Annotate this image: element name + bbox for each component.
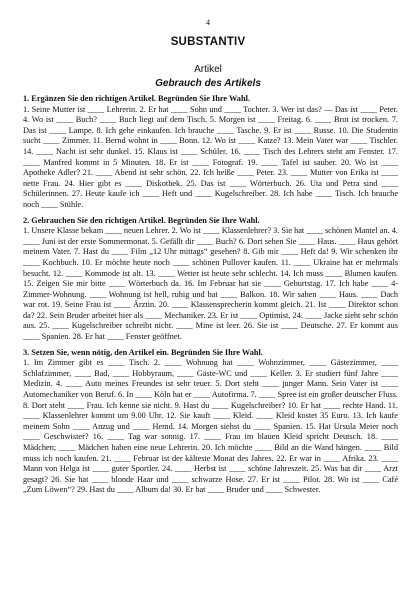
section-title: Artikel [194, 64, 222, 75]
exercise-2-text: 1. Unsere Klasse bekam ____ neuen Lehrer. 2. Wo ist ____ Klassenlehrer? 3. Sie hat ____ schönen Mantel an. 4. ____ Juni ist der erste Sommermonat. 5. Gefällt dir ____ Buch? 6. Dort sehen Sie ____ Haus. ____ Haus gehört meinem Vater. 7. Hast du ____ Film „12 Uhr mittags“ gesehen? 8. Gib mir ____ Heft da! 9. Wir schenken ihr ____ Kochbuch. 10. Er möchte heute noch ____ schönen Pullover kaufen. 11. ____ Ukraine hat er mehrmals besucht. 12. ____ Kommode ist alt. 13. ____ Wetter ist heute sehr schlecht. 14. Ich muss ____ Blumen kaufen. 15. Zeigen Sie mir bitte ____ Wörterbuch da. 16. Im Februar hat sie ____ Geburtstag. 17. Ich habe ____ 4-Zimmer-Wohnung. ____ Wohnung ist hell, ruhig und hat ____ Balkon. 18. Wir sahen ____ Haus. ____ Dach war rot. 19. Seine Frau ist ____ Ärztin. 20. ____ Klassensprecherin kommt gleich. 21. Ist ____ Direktor schon da? 22. Sein Bruder arbeitet hier als ____ Mechaniker. 23. Er ist ____ Optimist. 24. ____ Jacke sieht sehr schön aus. 25. ____ Kugelschreiber schreibt nicht. ____ Mine ist leer. 26. Sie ist ____ Deutsche. 27. Er kommt aus ____ Spanien. 28. Er hat ____ Fenster geöffnet. [23, 226, 398, 342]
exercise-1-text: 1. Seine Mutter ist ____ Lehrerin. 2. Er hat ____ Sohn und ____ Tochter. 3. Wer ist das? — Das ist ____ Peter. 4. Wo ist ____ Buch? ____ Buch liegt auf dem Tisch. 5. Morgen ist ____ Freitag. 6. ____ Brot ist trocken. 7. Das ist ____ Lampe. 8. Ich gehe einkaufen. Ich brauche ____ Tasche. 9. Er ist ____ Russe. 10. Die Studentin sucht ____ Zimmer. 11. Bernd wohnt in ____ Bonn. 12. Wo ist ____ Katze? 13. Mein Vater war ____ Tischler. 14. ____ Nacht ist sehr dunkel. 15. Klaus ist ____ Schüler. 16. ____ Tisch des Lehrers steht am Fenster. 17. ____ Manfred kommt in 5 Minuten. 18. Er ist ____ Fotograf. 19. ____ Tafel ist sauber. 20. Wo ist ____ Apotheke Adler? 21. ____ Abend ist sehr schön. 22. Ich heiße ____ Peter. 23. ____ Mutter von Erika ist ____ nette Frau. 24. Hier gibt es ____ Diskothek. 25. Das ist ____ Wörterbuch. 26. Uta und Petra sind ____ Schülerinnen. 27. Heute kaufe ich ____ Heft und ____ Kugelschreiber. 28. Ich habe ____ Tisch. Ich brauche noch ____ Stühle. [23, 104, 398, 209]
exercise-3-title: 3. Setzen Sie, wenn nötig, den Artikel ein. Begründen Sie Ihre Wahl. [23, 347, 263, 357]
exercise-2 [23, 216, 398, 343]
exercise-list [23, 94, 398, 501]
exercise-3 [23, 348, 398, 496]
exercise-1 [23, 94, 398, 211]
exercise-2-title: 2. Gebrauchen Sie den richtigen Artikel. Begründen Sie Ihre Wahl. [23, 215, 260, 225]
main-title: SUBSTANTIV [170, 36, 246, 48]
section-subtitle: Gebrauch des Artikels [155, 78, 261, 89]
exercise-1-title: 1. Ergänzen Sie den richtigen Artikel. Begründen Sie Ihre Wahl. [23, 94, 250, 103]
exercise-3-text: 1. Im Zimmer gibt es ____ Tisch. 2. ____ Wohnung hat ____ Wohnzimmer, ____ Gästezimmer, ____ Schlafzimmer, ____ Bad, ____ Hobbyraum, ____ Gäste-WC und ____ Keller. 3. Er studiert fünf Jahre ____ Medizin. 4. ____ Auto meines Freundes ist sehr teuer. 5. Dort steht ____ junger Mann. Sein Vater ist ____ Automechaniker von Beruf. 6. In ____ Köln hat er ____ Autofirma. 7. ____ Spree ist ein großer deutscher Fluss. 8. Dort steht ____ Frau. Ich kenne sie nicht. 9. Hast du ____ Kugelschreiber? 10. Er hat ____ rechte Hand. 11. ____ Klassenlehrer kommt um 9.00 Uhr. 12. Sie kauft ____ Kleid. ____ Kleid kostet 35 Euro. 13. Ich kaufe meinem Sohn ____ Anzug und ____ Hemd. 14. Morgen siehst du ____ Spanien. 15. Hat Ursula Meier noch ____ Geschwister? 16. ____ Tag war sonnig. 17. ____ Frau im blauen Kleid spricht Deutsch. 18. ____ Mädchen; ____ Mädchen haben eine neue Lehrerin. 20. Ich möchte ____ Bild an die Wand hängen. ____ Bild muss ich noch kaufen. 21. ____ Februar ist der kälteste Monat des Jahres. 22. Er war in ____ Afrika. 23. ____ Mann von Helga ist ____ guter Sportler. 24. ____ Herbst ist ____ schöne Jahreszeit. 25. Was hat dir ____ Arzt gesagt? 26. Sie hat ____ blonde Haar und ____ schwarze Hose. 27. Er ist ____ Pilot. 28. Wo ist ____ Café „Zum Löwen“? 29. Hast du ____ Album da! 30. Er hat ____ Bruder und ____ Schwester. [23, 358, 398, 495]
page-number: 4 [206, 18, 210, 27]
